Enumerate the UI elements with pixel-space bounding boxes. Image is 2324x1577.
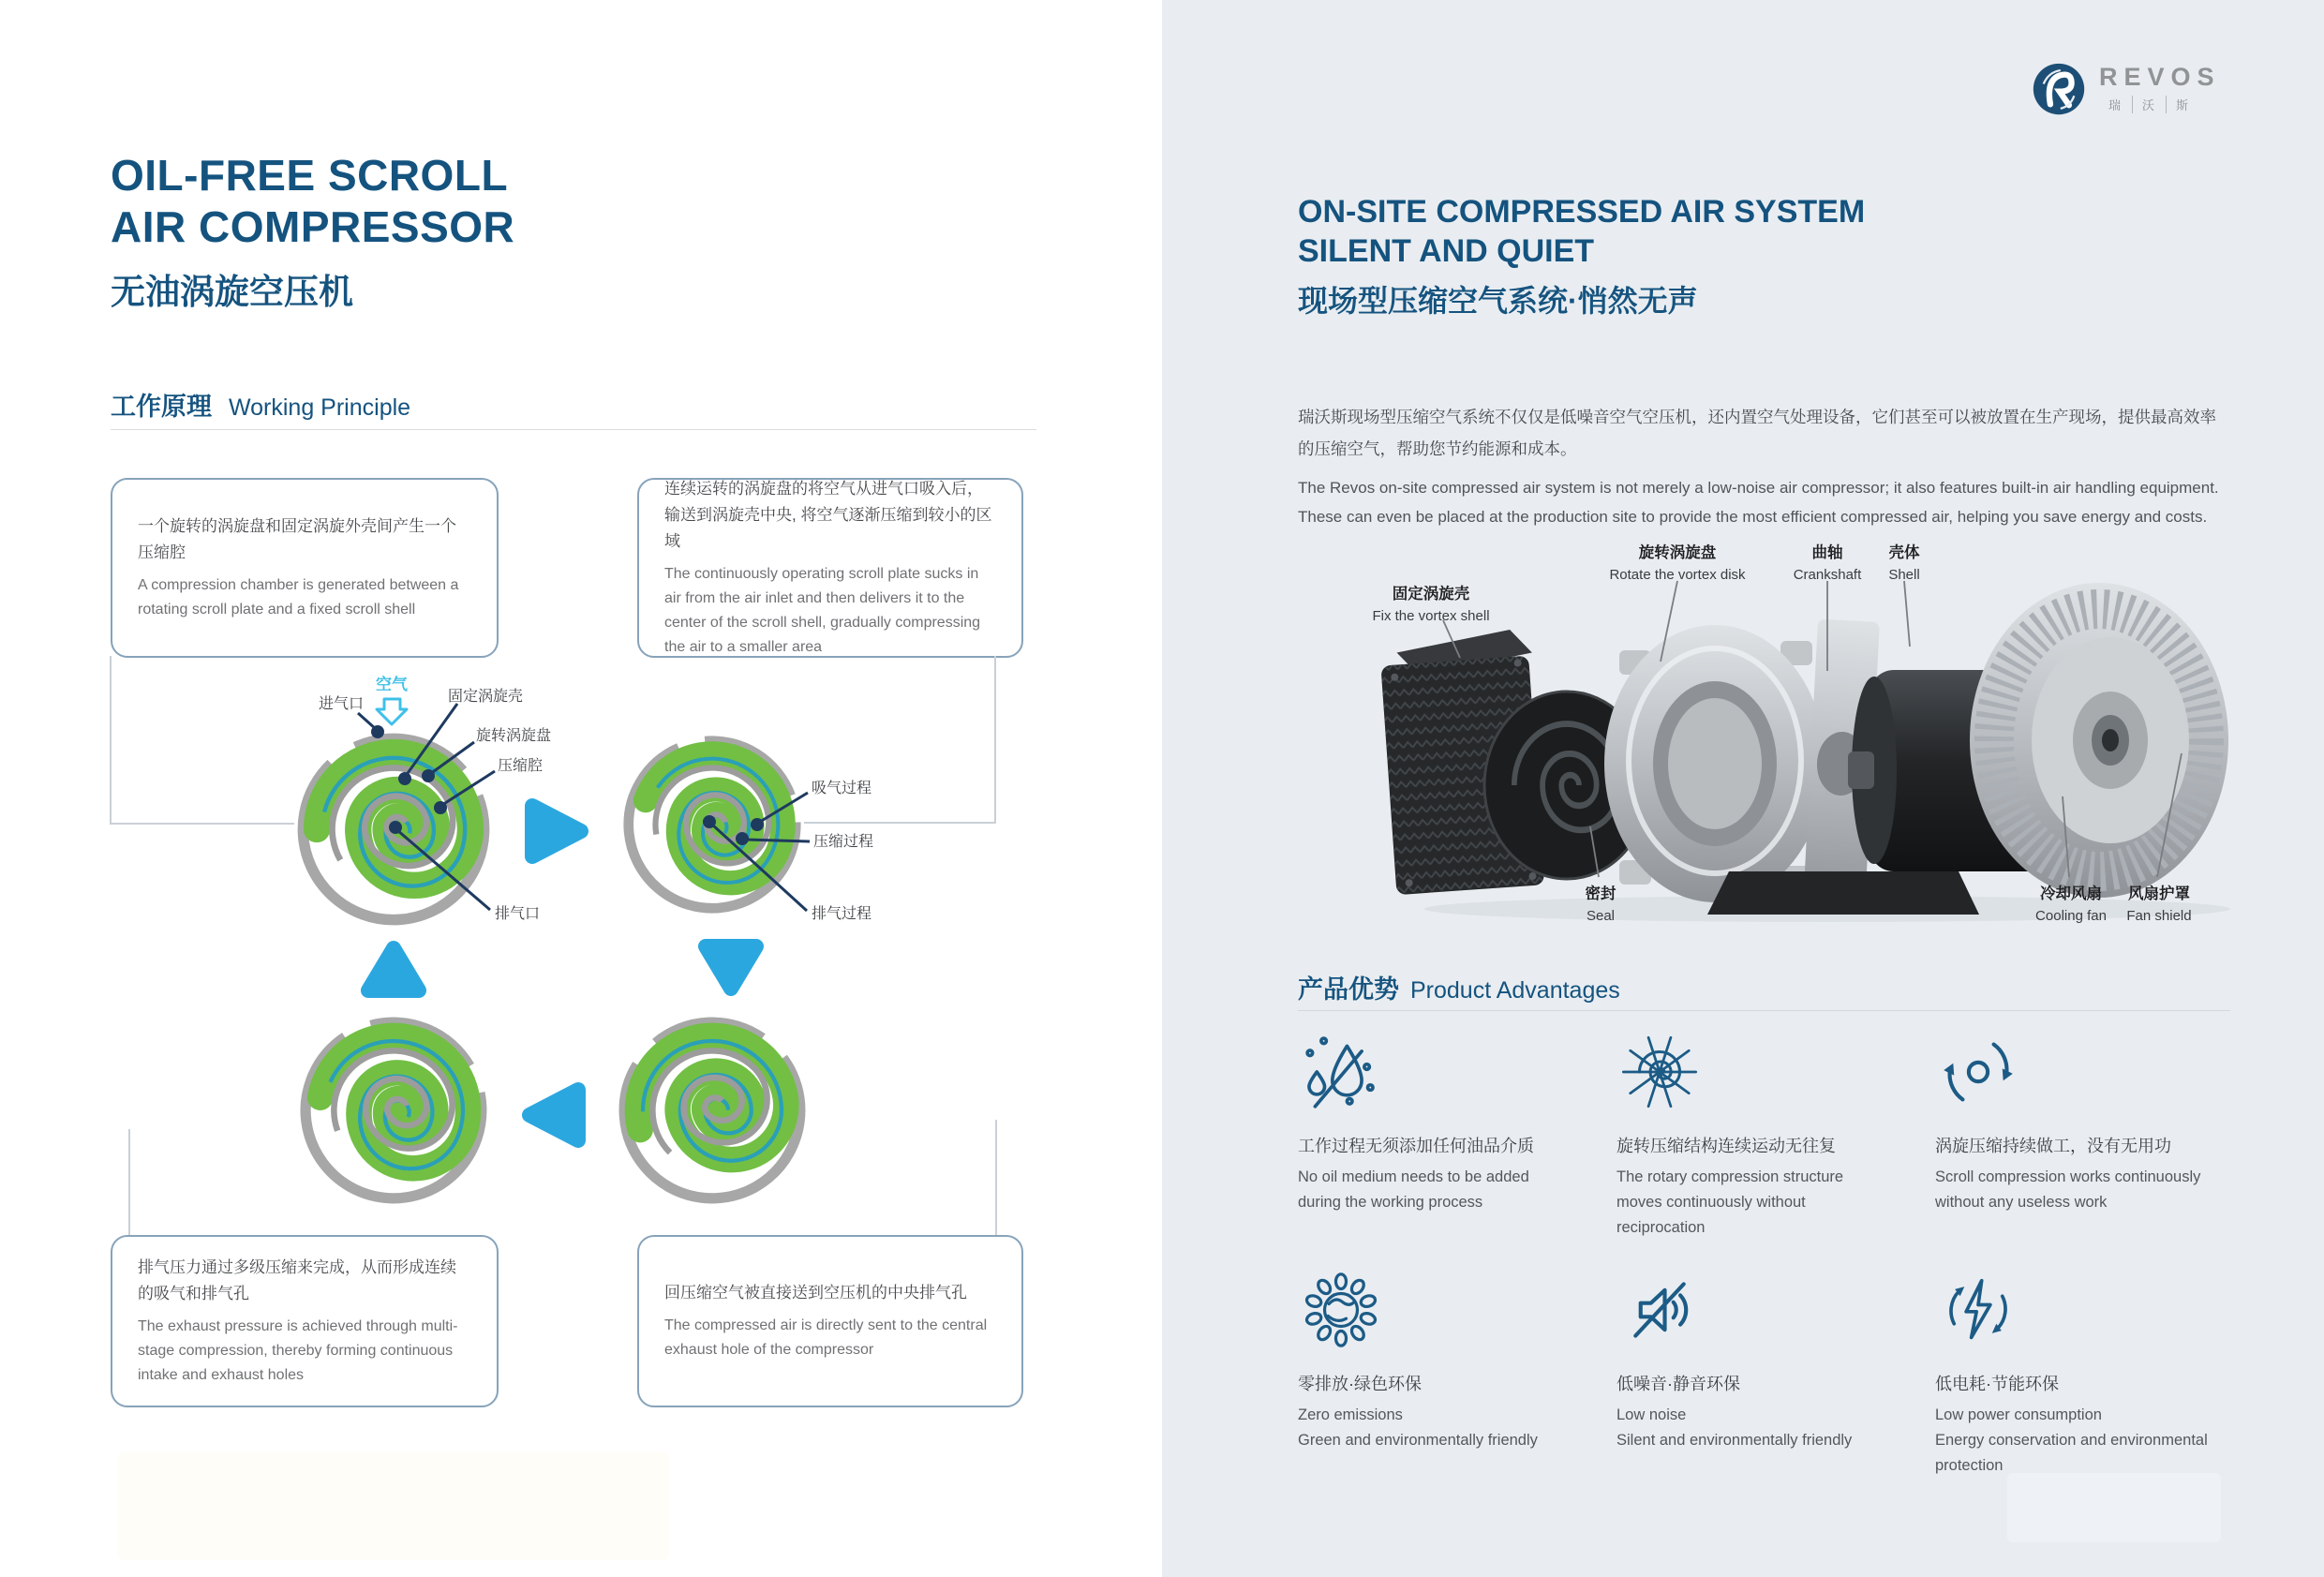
inlet-label: 进气口 [318, 696, 364, 712]
product-advantages-header-en: Product Advantages [1410, 977, 1620, 1004]
advantage-oil-free: 工作过程无须添加任何油品介质 No oil medium needs to be added during the working process [1298, 1029, 1616, 1241]
low-noise-icon [1616, 1267, 1703, 1353]
right-divider [1298, 1010, 2230, 1011]
connector-box1 [111, 656, 294, 824]
page-title-left-line1: OIL-FREE SCROLL [111, 151, 509, 200]
continuous-work-icon [1935, 1029, 2021, 1115]
revos-logo [2032, 62, 2221, 116]
cooling-fan-part [1970, 583, 2228, 898]
advantages-grid [1298, 1029, 2244, 1479]
principle-box-1-en: A compression chamber is generated between a rotating scroll plate and a fixed scroll shell [138, 577, 459, 617]
connector-box2 [804, 656, 995, 823]
label-rotate-disk: 旋转涡旋盘 Rotate the vortex disk [1609, 544, 1746, 583]
suction-label: 吸气过程 [812, 781, 872, 796]
scroll-cycle-diagram [84, 656, 1040, 1237]
rotary-structure-icon [1616, 1029, 1703, 1115]
page-title-left [111, 150, 514, 253]
revos-logo-cn [2099, 96, 2221, 113]
intro-paragraph-cn: 瑞沃斯现场型压缩空气系统不仅仅是低噪音空气空压机，还内置空气处理设备，它们甚至可以被放置在生产现场，提供最高效率的压缩空气，帮助您节约能源和成本。 [1298, 408, 2216, 458]
label-fixed-shell: 固定涡旋壳 Fix the vortex shell [1372, 586, 1490, 624]
page-title-right [1298, 192, 1865, 271]
advantage-rotary-structure: 旋转压缩结构连续运动无往复 The rotary compression structure moves continuously without reciprocation [1616, 1029, 1935, 1241]
principle-box-4 [637, 1235, 1023, 1407]
principle-box-3 [111, 1235, 499, 1407]
page-title-left-cn: 无油涡旋空压机 [111, 273, 353, 311]
label-seal: 密封 Seal [1585, 885, 1616, 924]
air-label: 空气 [376, 676, 408, 693]
housing-part [1604, 625, 1825, 902]
principle-box-1 [111, 478, 499, 658]
page-title-right-line2: SILENT AND QUIET [1298, 233, 1595, 269]
revos-logo-wordmark: REVOS [2099, 63, 2221, 91]
advantage-low-noise: 低噪音·静音环保 Low noise Silent and environmentally friendly [1616, 1267, 1935, 1479]
principle-box-3-en: The exhaust pressure is achieved through multi-stage compression, thereby forming continuous intake and exhaust holes [138, 1318, 458, 1383]
working-principle-header [111, 386, 410, 423]
principle-box-3-cn: 排气压力通过多级压缩来完成，从而形成连续的吸气和排气孔 [138, 1258, 456, 1302]
left-divider [111, 429, 1036, 430]
logo-cn-char3: 斯 [2166, 96, 2199, 113]
working-principle-header-cn: 工作原理 [111, 393, 212, 421]
page-title-right-line1: ON-SITE COMPRESSED AIR SYSTEM [1298, 194, 1866, 230]
oil-free-icon [1298, 1029, 1384, 1115]
page-title-left-line2: AIR COMPRESSOR [111, 202, 515, 251]
fixed-shell-label: 固定涡旋壳 [448, 689, 524, 705]
principle-box-2 [637, 478, 1023, 658]
working-principle-header-en: Working Principle [229, 394, 411, 421]
compression-label: 压缩过程 [813, 834, 874, 850]
principle-box-1-cn: 一个旋转的涡旋盘和固定涡旋外壳间产生一个压缩腔 [138, 517, 456, 561]
low-power-icon [1935, 1267, 2021, 1353]
principle-box-2-en: The continuously operating scroll plate sucks in air from the air inlet and then delivers it to the center of the scroll shell, gradually compressing the air to a smaller area [664, 566, 981, 655]
principle-box-4-en: The compressed air is directly sent to the central exhaust hole of the compressor [664, 1317, 988, 1358]
flow-arrow-left [529, 1090, 578, 1140]
air-down-arrow-icon [377, 699, 407, 724]
advantage-low-power: 低电耗·节能环保 Low power consumption Energy conservation and environmental protection [1935, 1267, 2235, 1479]
base-foot-part [1707, 871, 1979, 915]
product-advantages-header [1298, 969, 1620, 1005]
logo-cn-char2: 沃 [2132, 96, 2166, 113]
outlet-label: 排气口 [495, 906, 541, 922]
footer-watermark-left [117, 1452, 670, 1560]
principle-box-2-cn: 连续运转的涡旋盘的将空气从进气口吸入后，输送到涡旋壳中央, 将空气逐渐压缩到较小的区域 [664, 480, 992, 550]
label-crankshaft: 曲轴 Crankshaft [1793, 544, 1862, 583]
label-fan-shield: 风扇护罩 Fan shield [2126, 885, 2192, 924]
footer-watermark-right [2007, 1473, 2221, 1542]
logo-cn-char1: 瑞 [2108, 98, 2123, 112]
intro-paragraph-en: The Revos on-site compressed air system is not merely a low-noise air compressor; it also features built-in air handling equipment. These can even be placed at the production site to provide the most efficient compressed air, helping you save energy and costs. [1298, 479, 2219, 526]
principle-box-4-cn: 回压缩空气被直接送到空压机的中央排气孔 [664, 1284, 967, 1302]
scroll-stage-3 [569, 967, 855, 1237]
revos-logo-icon [2032, 62, 2086, 116]
rotating-disk-label: 旋转涡旋盘 [476, 728, 552, 744]
page-title-right-cn: 现场型压缩空气系统·悄然无声 [1298, 284, 1698, 318]
zero-emission-icon [1298, 1267, 1384, 1353]
label-shell: 壳体 Shell [1888, 544, 1920, 583]
product-advantages-header-cn: 产品优势 [1298, 975, 1399, 1004]
flow-arrow-right [532, 806, 581, 856]
chamber-label: 压缩腔 [498, 758, 544, 774]
flow-arrow-up [368, 948, 419, 990]
scroll-stage-4 [259, 975, 529, 1237]
label-cooling-fan: 冷却风扇 Cooling fan [2035, 885, 2107, 924]
exhaust-label: 排气过程 [812, 906, 872, 922]
advantage-continuous-work: 涡旋压缩持续做工，没有无用功 Scroll compression works continuously without any useless work [1935, 1029, 2235, 1241]
flow-arrow-down [706, 946, 756, 989]
advantage-zero-emission: 零排放·绿色环保 Zero emissions Green and environmentally friendly [1298, 1267, 1616, 1479]
